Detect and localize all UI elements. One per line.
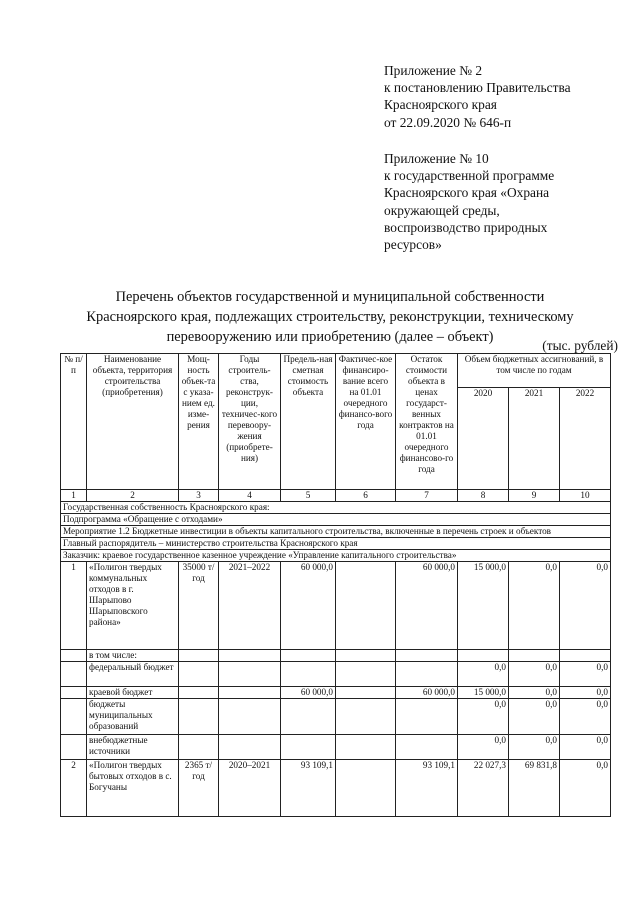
object-2022: 0,0 (560, 760, 611, 817)
including-row (61, 650, 611, 662)
appendix-1-block (384, 62, 624, 131)
column-number: 4 (219, 490, 281, 502)
object-num: 2 (61, 760, 87, 817)
objects-table (60, 353, 611, 817)
object-actual-financing (336, 562, 396, 650)
column-number: 6 (336, 490, 396, 502)
header-years: Годы строитель-ства, реконструк-ции, техничес-кого перевоору-жения (приобрете-ния) (219, 354, 281, 490)
object-limit-cost: 93 109,1 (281, 760, 336, 817)
object-row (61, 760, 611, 817)
appendix-2-block (384, 150, 624, 253)
including-label: в том числе: (87, 650, 179, 662)
header-budget-volume: Объем бюджетных ассигнований, в том числе по годам (458, 354, 611, 388)
object-2020: 15 000,0 (458, 562, 509, 650)
section-measure: Мероприятие 1.2 Бюджетные инвестиции в объекты капитального строительства, включенные в перечень строек и объектов (61, 526, 611, 538)
header-year-2021: 2021 (509, 388, 560, 490)
object-2021: 69 831,8 (509, 760, 560, 817)
section-subprogram: Подпрограмма «Обращение с отходами» (61, 514, 611, 526)
column-number: 7 (396, 490, 458, 502)
column-number: 3 (179, 490, 219, 502)
title-line: Перечень объектов государственной и муниципальной собственности (115, 289, 545, 305)
object-capacity: 2365 т/год (179, 760, 219, 817)
section-row (61, 550, 611, 562)
column-number: 8 (458, 490, 509, 502)
object-remaining-cost: 93 109,1 (396, 760, 458, 817)
units-label: (тыс. рублей) (542, 338, 618, 353)
funding-2020: 0,0 (458, 735, 509, 760)
column-numbers-row (61, 490, 611, 502)
object-name: «Полигон твердых коммунальных отходов в г. Шарыпово Шарыповского района» (87, 562, 179, 650)
header-actual-financing: Фактичес-кое финансиро-вание всего на 01.01 очередного финансо-вого года (336, 354, 396, 490)
object-actual-financing (336, 760, 396, 817)
funding-limit-cost (281, 699, 336, 735)
appendix-2-line: Приложение № 10 (384, 151, 489, 166)
object-limit-cost: 60 000,0 (281, 562, 336, 650)
object-years: 2021–2022 (219, 562, 281, 650)
funding-source-label: краевой бюджет (87, 687, 179, 699)
section-row (61, 526, 611, 538)
appendix-1-line: к постановлению Правительства (384, 80, 571, 96)
funding-2020: 0,0 (458, 699, 509, 735)
section-customer: Заказчик: краевое государственное казенное учреждение «Управление капитального строительства» (61, 550, 611, 562)
appendix-1-line: Красноярского края (384, 97, 497, 113)
column-number: 5 (281, 490, 336, 502)
object-years: 2020–2021 (219, 760, 281, 817)
funding-source-row (61, 662, 611, 687)
object-remaining-cost: 60 000,0 (396, 562, 458, 650)
header-row (61, 354, 611, 388)
header-remaining-cost: Остаток стоимости объекта в ценах государст-венных контрактов на 01.01 очередного финансово-го года (396, 354, 458, 490)
object-num: 1 (61, 562, 87, 650)
title-line: Красноярского края, подлежащих строительству, реконструкции, техническому (86, 309, 574, 325)
object-2022: 0,0 (560, 562, 611, 650)
funding-2020: 0,0 (458, 662, 509, 687)
funding-2021: 0,0 (509, 735, 560, 760)
object-name: «Полигон твердых бытовых отходов в с. Богучаны (87, 760, 179, 817)
funding-source-label: бюджеты муниципальных образований (87, 699, 179, 735)
header-year-2022: 2022 (560, 388, 611, 490)
funding-source-row (61, 735, 611, 760)
funding-2022: 0,0 (560, 662, 611, 687)
funding-2021: 0,0 (509, 699, 560, 735)
funding-limit-cost (281, 735, 336, 760)
object-2021: 0,0 (509, 562, 560, 650)
section-state-property: Государственная собственность Красноярского края: (61, 502, 611, 514)
funding-source-row (61, 687, 611, 699)
funding-remaining-cost (396, 662, 458, 687)
section-chief-manager: Главный распорядитель – министерство строительства Красноярского края (61, 538, 611, 550)
section-row (61, 502, 611, 514)
funding-2020: 15 000,0 (458, 687, 509, 699)
object-2020: 22 027,3 (458, 760, 509, 817)
funding-source-label: внебюджетные источники (87, 735, 179, 760)
funding-2022: 0,0 (560, 735, 611, 760)
header-year-2020: 2020 (458, 388, 509, 490)
appendix-2-line: воспроизводство природных (384, 219, 548, 235)
funding-2021: 0,0 (509, 662, 560, 687)
object-row (61, 562, 611, 650)
appendix-2-line: ресурсов» (384, 237, 442, 253)
funding-limit-cost (281, 662, 336, 687)
document-title (40, 287, 620, 347)
object-capacity: 35000 т/год (179, 562, 219, 650)
appendix-2-line: к государственной программе (384, 168, 555, 184)
funding-source-label: федеральный бюджет (87, 662, 179, 687)
appendix-2-line: Красноярского края «Охрана (384, 185, 550, 201)
funding-limit-cost: 60 000,0 (281, 687, 336, 699)
header-name: Наименование объекта, территория строительства (приобретения) (87, 354, 179, 490)
appendix-1-line: Приложение № 2 (384, 63, 483, 78)
header-num: № п/п (61, 354, 87, 490)
column-number: 9 (509, 490, 560, 502)
header-limit-cost: Предель-ная сметная стоимость объекта (281, 354, 336, 490)
funding-remaining-cost (396, 735, 458, 760)
appendix-1-line: от 22.09.2020 № 646-п (384, 114, 512, 130)
column-number: 2 (87, 490, 179, 502)
funding-2022: 0,0 (560, 687, 611, 699)
column-number: 10 (560, 490, 611, 502)
funding-2021: 0,0 (509, 687, 560, 699)
funding-remaining-cost (396, 699, 458, 735)
column-number: 1 (61, 490, 87, 502)
funding-remaining-cost: 60 000,0 (396, 687, 458, 699)
funding-source-row (61, 699, 611, 735)
header-capacity: Мощ-ность объек-та с указа-нием ед. изме-рения (179, 354, 219, 490)
section-row (61, 514, 611, 526)
section-row (61, 538, 611, 550)
funding-2022: 0,0 (560, 699, 611, 735)
title-line: перевооружению или приобретению (далее – объект) (166, 329, 494, 345)
appendix-2-line: окружающей среды, (384, 202, 500, 218)
